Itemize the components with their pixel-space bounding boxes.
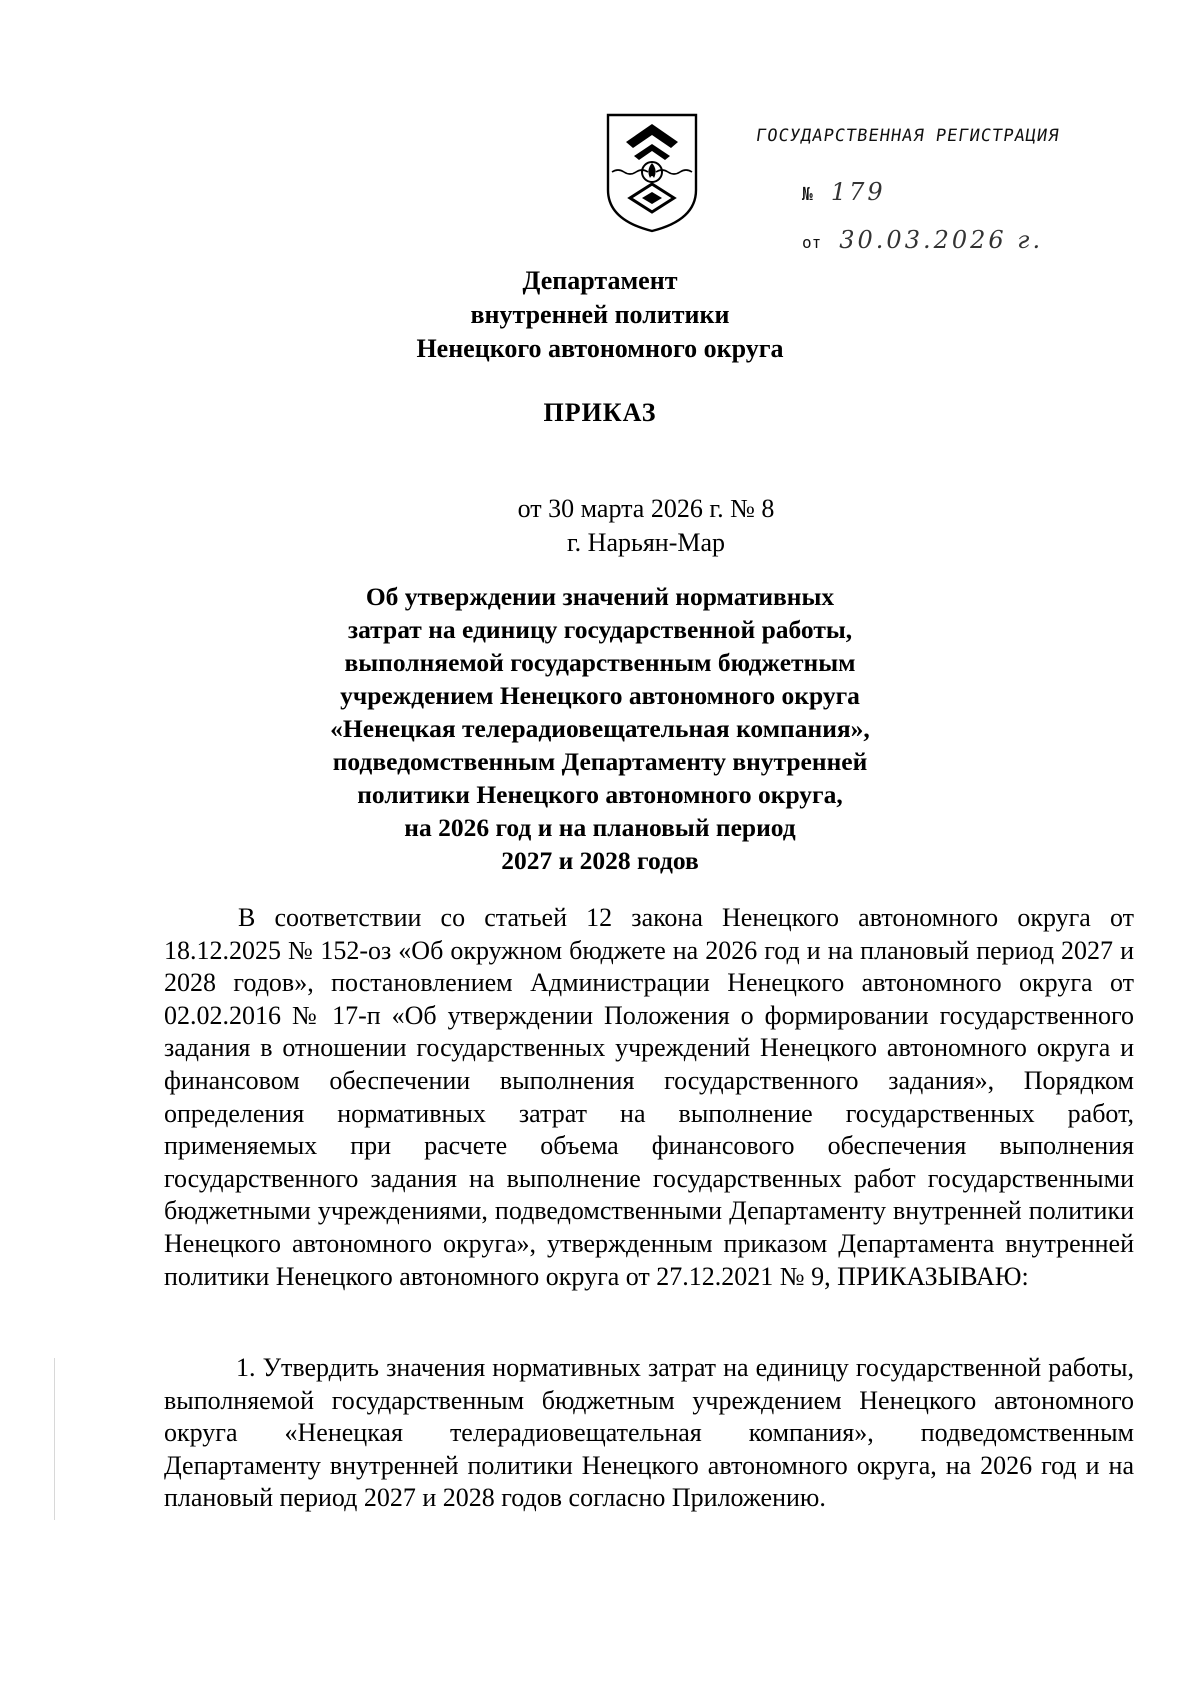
title-line: выполняемой государственным бюджетным [344,648,856,677]
order-date-number: от 30 марта 2026 г. № 8 [517,494,775,523]
order-place: г. Нарьян-Мар [566,528,726,557]
title-line: учреждением Ненецкого автономного округа [340,681,860,710]
title-line: подведомственным Департаменту внутренней [332,747,868,776]
preamble-text: В соответствии со статьей 12 закона Ненецкого автономного округа от 18.12.2025 № 152-оз «Об окружном бюджете на 2026 год и на плановый период 2027 и 2028 годов», постановлением Администрации Ненецкого автономного округа от 02.02.2016 № 17-п «Об утверждении Положения о формировании государственного задания в отношении государственных учреждений Ненецкого автономного округа и финансовом обеспечении выполнения государственного задания», Порядком определения нормативных затрат на выполнение государственных работ, применяемых при расчете объема финансового обеспечения выполнения государственного задания на выполнение государственных работ государственными бюджетными учреждениями, подведомственными Департаменту внутренней политики Ненецкого автономного округа», утвержденным приказом Департамента внутренней политики Ненецкого автономного округа от 27.12.2021 № 9, [164,903,1134,1291]
stamp-number-value: 179 [830,178,886,206]
title-line: на 2026 год и на плановый период [404,813,796,842]
title-line: Об утверждении значений нормативных [365,582,835,611]
order-title [0,580,1200,877]
coat-of-arms-emblem [604,112,700,234]
stamp-date-label: от [802,233,822,252]
department-line: внутренней политики [470,300,730,329]
stamp-title: ГОСУДАРСТВЕННАЯ РЕГИСТРАЦИЯ [754,126,1061,146]
document-type-heading: ПРИКАЗ [543,398,657,427]
order-meta [506,492,786,560]
stamp-number-row [802,178,886,206]
scan-margin-line [54,1358,55,1520]
order-item-1: 1. Утвердить значения нормативных затрат на единицу государственной работы, выполняемой государственным бюджетным учреждением Ненецкого автономного округа «Ненецкая телерадиовещательная компания», подведомственным Департаменту внутренней политики Ненецкого автономного округа, на 2026 год и на плановый период 2027 и 2028 годов согласно Приложению. [164,1353,1134,1513]
department-name [0,264,1200,366]
department-line: Департамент [522,266,678,295]
preamble-paragraph [164,902,1134,1293]
title-line: затрат на единицу государственной работы, [347,615,853,644]
stamp-number-label: № [802,184,813,205]
title-line: 2027 и 2028 годов [501,846,699,875]
department-line: Ненецкого автономного округа [416,334,784,363]
title-line: «Ненецкая телерадиовещательная компания», [330,714,870,743]
stamp-date-value: 30.03.2026 г. [839,226,1044,254]
title-line: политики Ненецкого автономного округа, [357,780,843,809]
order-directive: ПРИКАЗЫВАЮ: [837,1261,1029,1291]
stamp-date-row [802,226,1043,254]
